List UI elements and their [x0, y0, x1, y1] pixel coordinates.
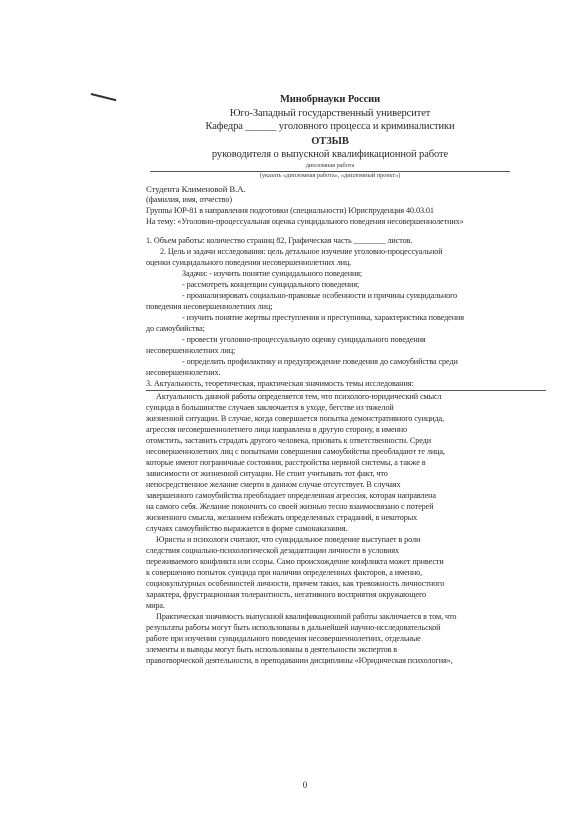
- theory-line: социокультурных особенностей личности, причем таких, как тревожность личностного: [146, 579, 445, 588]
- relevance-line: которые имеют пограничные состояния, расстройства нервной системы, а также в: [146, 458, 426, 467]
- relevance-line: зависимости от жизненной ситуации. Не стоит учитывать тот факт, что: [146, 469, 388, 478]
- tasks-line: несовершеннолетних лиц;: [146, 346, 236, 355]
- document-title: ОТЗЫВ: [311, 136, 349, 147]
- theory-line: к совершению попыток суицида при наличии определенных факторов, а именно,: [146, 568, 423, 577]
- relevance-line: случаях самоубийство выражается в форме самонаказания.: [146, 524, 348, 533]
- tasks-line: - провести уголовно-процессуальную оценку суицидального поведения: [182, 335, 426, 344]
- practical-line: работе при изучении суицидального поведения несовершеннолетних, отдельные: [146, 634, 421, 643]
- practical-line: элементы и выводы могут быть использованы в деятельности экспертов в: [146, 645, 398, 654]
- student-name-hint: (фамилия, имя, отчество): [146, 195, 232, 204]
- ministry-name: Минобрнауки России: [279, 94, 381, 105]
- thesis-topic: На тему: «Уголовно-процессуальная оценка суицидального поведения несовершеннолетних»: [146, 217, 464, 226]
- tasks-line: - рассмотреть концепции суицидального поведения;: [182, 280, 360, 289]
- tasks-line: - изучить понятие жертвы преступления и преступника, характеристика поведения: [182, 313, 464, 322]
- relevance-line: жизненного смысла, желанием избежать определенных страданий, в некоторых: [146, 513, 418, 522]
- relevance-line: отомстить, заставить страдать другого человека, призвать к ответственности. Среди: [146, 436, 432, 445]
- goals-line: оценки суицидального поведения несовершеннолетних лиц.: [146, 258, 352, 267]
- section-3-heading: 3. Актуальность, теоретическая, практическая значимость темы исследования:: [146, 379, 414, 388]
- practical-line: правотворческой деятельности, в преподавании дисциплины «Юридическая психология»,: [146, 656, 453, 665]
- relevance-line: суицида в большинстве случаев заключается в уходе, бегстве из тяжелой: [146, 403, 394, 412]
- tasks-line: поведения несовершеннолетних лиц;: [146, 302, 273, 311]
- goals-line: 2. Цель и задачи исследования: цель детальное изучение уголовно-процессуальной: [160, 247, 443, 256]
- tasks-line: - определить профилактику и предупреждение поведения до самоубийства среди: [182, 357, 458, 366]
- tasks-line: - проанализировать социально-правовые особенности и причины суицидального: [182, 291, 458, 300]
- pen-mark: [91, 93, 117, 101]
- practical-line: результаты работы могут быть использованы в дальнейшей научно-исследовательской: [146, 623, 441, 632]
- student-name: Студента Клименовой В.А.: [146, 184, 246, 194]
- university-name: Юго-Западный государственный университет: [229, 108, 431, 119]
- relevance-line: агрессия несовершеннолетнего лица направлена в другую сторону, в именно: [146, 425, 408, 434]
- page-number: 0: [302, 780, 308, 790]
- work-type-hint: дипломная работа: [305, 162, 355, 169]
- relevance-line: Актуальность данной работы определяется тем, что психолого-юридический смысл: [156, 392, 442, 401]
- practical-line: Практическая значимость выпускной квалификационной работы заключается в том, что: [156, 612, 457, 621]
- relevance-line: жизненной ситуации. В случае, когда совершается попытка демонстративного суицида,: [146, 414, 445, 423]
- relevance-line: несовершеннолетних лиц с попытками совершения самоубийства преобладают те лица,: [146, 447, 445, 456]
- theory-line: характера, фрустрационная толерантность, негативного восприятия окружающего: [146, 590, 426, 599]
- section-1-volume: 1. Объем работы: количество страниц 82, Графическая часть ________ листов.: [146, 236, 413, 245]
- tasks-line: Задачи: - изучить понятие суицидального поведения;: [182, 269, 363, 278]
- relevance-line: на самого себя. Желание покончить со своей жизнью тесно взаимосвязано с потерей: [146, 502, 434, 511]
- work-type-note: (указать «дипломная работа», «дипломный проект»): [259, 172, 401, 179]
- student-group: Группы ЮР-81 в направления подготовки (специальности) Юриспруденция 40.03.01: [146, 206, 434, 215]
- relevance-line: завершенного самоубийства преобладает определенная агрессия, которая направлена: [146, 491, 436, 500]
- section-3-rule: [146, 390, 546, 391]
- department-name: Кафедра ______ уголовного процесса и криминалистики: [205, 121, 455, 132]
- theory-line: следствия социально-психологической дезадаптации личности в условиях: [146, 546, 400, 555]
- relevance-line: непосредственное желание смерти в данном случае отсутствует. В случаях: [146, 480, 401, 489]
- theory-line: переживаемого конфликта или ссоры. Само происхождение конфликта может привести: [146, 557, 444, 566]
- document-subtitle: руководителя о выпускной квалификационной работе: [211, 149, 449, 160]
- tasks-line: до самоубийства;: [146, 324, 205, 333]
- theory-line: мира.: [146, 601, 165, 610]
- tasks-line: несовершеннолетних.: [146, 368, 221, 377]
- theory-line: Юристы и психологи считают, что суицидальное поведение выступает в роли: [156, 535, 421, 544]
